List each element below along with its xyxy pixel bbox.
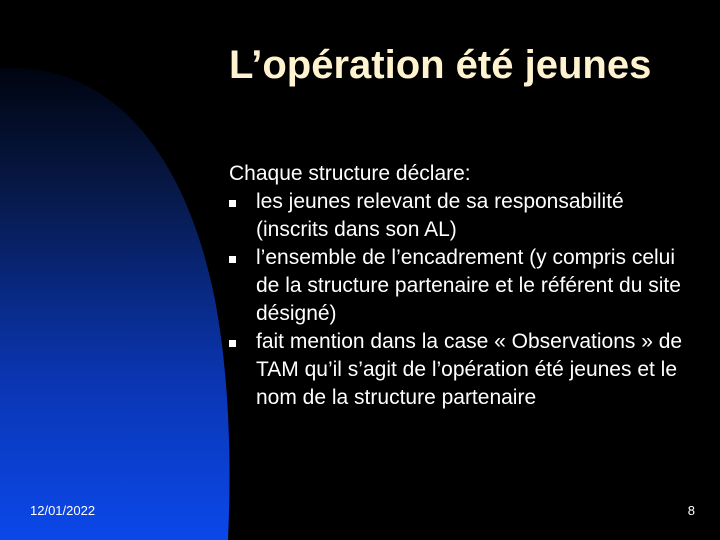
square-bullet-icon xyxy=(229,256,236,263)
slide-number: 8 xyxy=(687,503,695,518)
intro-text: Chaque structure déclare: xyxy=(229,162,471,185)
square-bullet-icon xyxy=(229,340,236,347)
bullet-text: les jeunes relevant de sa responsabilité (inscrits dans son AL) xyxy=(256,190,624,241)
bullet-item xyxy=(229,328,699,412)
footer-date: 12/01/2022 xyxy=(30,503,96,518)
slide-title: L’opération été jeunes xyxy=(229,43,652,87)
square-bullet-icon xyxy=(229,200,236,207)
bullet-item xyxy=(229,244,699,328)
bullet-item xyxy=(229,188,699,244)
bullet-text: fait mention dans la case « Observations » de TAM qu’il s’agit de l’opération été jeunes et le nom de la structure partenaire xyxy=(256,330,683,409)
bullet-text: l’ensemble de l’encadrement (y compris celui de la structure partenaire et le référent du site désigné) xyxy=(256,246,681,325)
bullet-list xyxy=(229,188,699,412)
slide-body xyxy=(229,160,699,412)
